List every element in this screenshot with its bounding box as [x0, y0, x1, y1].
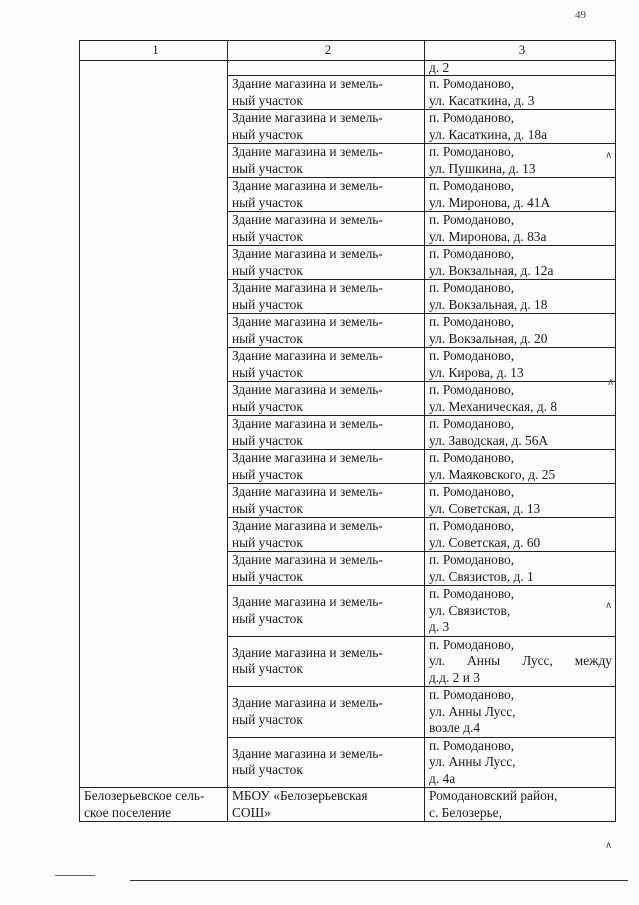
address-cell: [425, 178, 616, 212]
object-name-cell: [228, 178, 425, 212]
address-line: д.д. 2 и 3: [429, 669, 480, 685]
scan-edge-line: [130, 880, 628, 881]
object-name-line: ный участок: [232, 610, 303, 626]
object-name-cell: [228, 484, 425, 518]
object-name-line: Здание магазина и земель-: [232, 110, 383, 125]
settlement-cell-line: Белозерьевское сель-: [84, 788, 205, 803]
address-line: ул. Анны Лусс, между: [429, 653, 612, 668]
address-line: п. Ромоданово,: [429, 178, 515, 193]
settlement-cell-empty: [80, 61, 228, 788]
object-name-cell-line: МБОУ «Белозерьевская: [232, 788, 368, 803]
address-line: ул. Вокзальная, д. 12а: [429, 262, 554, 278]
object-name-cell: [228, 246, 425, 280]
address-line: п. Ромоданово,: [429, 484, 515, 499]
object-name-line: Здание магазина и земель-: [232, 212, 383, 227]
continuation-name-cell: [228, 61, 425, 76]
address-line: п. Ромоданово,: [429, 687, 515, 702]
address-line: ул. Вокзальная, д. 18: [429, 296, 548, 312]
settlement-cell: [80, 788, 228, 822]
object-name-cell: [228, 382, 425, 416]
address-line: ул. Пушкина, д. 13: [429, 160, 536, 176]
object-name-line: ный участок: [232, 330, 303, 346]
address-cell: [425, 687, 616, 738]
object-name-cell-line: СОШ»: [232, 804, 271, 820]
object-name-cell: [228, 144, 425, 178]
object-name-cell: [228, 687, 425, 738]
address-line: ул. Механическая, д. 8: [429, 398, 558, 414]
object-name-cell: [228, 788, 425, 822]
object-name-line: Здание магазина и земель-: [232, 450, 383, 465]
object-name-cell: [228, 737, 425, 788]
address-line: ул. Советская, д. 60: [429, 534, 541, 550]
object-name-cell: [228, 552, 425, 586]
object-name-cell: [228, 314, 425, 348]
settlement-cell-line: ское поселение: [84, 804, 172, 820]
header-col-1: 1: [80, 41, 228, 61]
address-line: ул. Касаткина, д. 18а: [429, 126, 548, 142]
address-cell: [425, 348, 616, 382]
object-name-line: ный участок: [232, 432, 303, 448]
address-cell: [425, 636, 616, 687]
object-name-line: Здание магазина и земель-: [232, 644, 383, 660]
address-line: ул. Маяковского, д. 25: [429, 466, 556, 482]
address-line: п. Ромоданово,: [429, 246, 515, 261]
object-name-line: Здание магазина и земель-: [232, 382, 383, 397]
object-name-cell: [228, 348, 425, 382]
address-line: ул. Миронова, д. 83а: [429, 228, 547, 244]
object-name-line: ный участок: [232, 661, 303, 677]
address-cell: [425, 518, 616, 552]
object-name-cell: [228, 212, 425, 246]
object-name-line: ный участок: [232, 762, 303, 778]
object-name-cell: [228, 110, 425, 144]
object-name-line: Здание магазина и земель-: [232, 348, 383, 363]
address-cell: [425, 586, 616, 637]
address-line: п. Ромоданово,: [429, 212, 515, 227]
object-name-line: ный участок: [232, 364, 303, 380]
address-line: ул. Советская, д. 13: [429, 500, 541, 516]
address-line: ул. Связистов, д. 1: [429, 568, 534, 584]
header-col-3: 3: [425, 41, 616, 61]
address-cell: [425, 144, 616, 178]
address-line: д. 3: [429, 619, 450, 634]
address-cell: [425, 416, 616, 450]
object-name-line: ный участок: [232, 126, 303, 142]
object-name-line: Здание магазина и земель-: [232, 144, 383, 159]
address-line: ул. Миронова, д. 41А: [429, 194, 551, 210]
address-line: п. Ромоданово,: [429, 416, 515, 431]
address-line: п. Ромоданово,: [429, 76, 515, 91]
object-name-line: ный участок: [232, 296, 303, 312]
object-name-line: Здание магазина и земель-: [232, 594, 383, 610]
continuation-address-cell: д. 2: [425, 61, 616, 76]
object-name-line: ный участок: [232, 398, 303, 414]
header-row: [80, 41, 616, 61]
object-name-line: ный участок: [232, 711, 303, 727]
object-name-cell: [228, 636, 425, 687]
object-name-cell: [228, 416, 425, 450]
scan-mark: ∧: [607, 377, 615, 388]
table-row: [80, 788, 616, 822]
address-line: ул. Касаткина, д. 3: [429, 92, 535, 108]
object-name-line: ный участок: [232, 568, 303, 584]
address-cell: [425, 280, 616, 314]
address-line: п. Ромоданово,: [429, 518, 515, 533]
address-line: п. Ромоданово,: [429, 314, 515, 329]
object-name-line: Здание магазина и земель-: [232, 695, 383, 711]
address-cell-line: Ромодановский район,: [429, 788, 558, 803]
object-name-line: Здание магазина и земель-: [232, 518, 383, 533]
object-name-line: Здание магазина и земель-: [232, 76, 383, 91]
address-cell: [425, 76, 616, 110]
object-name-line: Здание магазина и земель-: [232, 552, 383, 567]
property-table: [79, 40, 616, 822]
object-name-line: Здание магазина и земель-: [232, 178, 383, 193]
object-name-line: Здание магазина и земель-: [232, 416, 383, 431]
address-line: ул. Вокзальная, д. 20: [429, 330, 548, 346]
address-cell: [425, 737, 616, 788]
object-name-cell: [228, 280, 425, 314]
object-name-line: Здание магазина и земель-: [232, 280, 383, 295]
object-name-line: ный участок: [232, 262, 303, 278]
address-line: д. 4а: [429, 770, 456, 786]
address-line: п. Ромоданово,: [429, 110, 515, 125]
address-cell: [425, 552, 616, 586]
address-line: ул. Заводская, д. 56А: [429, 432, 549, 448]
address-cell: [425, 788, 616, 822]
object-name-cell: [228, 450, 425, 484]
address-cell: [425, 212, 616, 246]
page-number: 49: [575, 9, 586, 21]
address-line: ул. Кирова, д. 13: [429, 364, 524, 380]
address-line: п. Ромоданово,: [429, 552, 515, 567]
scan-mark: ∧: [605, 600, 613, 611]
scan-mark: ∧: [605, 150, 613, 161]
continuation-row: [80, 61, 616, 76]
address-cell: [425, 382, 616, 416]
address-cell: [425, 110, 616, 144]
object-name-cell: [228, 518, 425, 552]
scan-mark: ∧: [605, 840, 613, 851]
address-line: ул. Связистов,: [429, 602, 511, 618]
address-line: п. Ромоданово,: [429, 450, 515, 465]
object-name-line: Здание магазина и земель-: [232, 246, 383, 261]
address-line: п. Ромоданово,: [429, 636, 515, 652]
object-name-line: ный участок: [232, 466, 303, 482]
address-cell-line: с. Белозерье,: [429, 804, 502, 820]
object-name-line: ный участок: [232, 194, 303, 210]
address-cell: [425, 314, 616, 348]
object-name-line: Здание магазина и земель-: [232, 314, 383, 329]
address-line: п. Ромоданово,: [429, 737, 515, 753]
address-cell: [425, 246, 616, 280]
object-name-cell: [228, 76, 425, 110]
object-name-line: ный участок: [232, 92, 303, 108]
address-line: п. Ромоданово,: [429, 382, 515, 397]
address-line: ул. Анны Лусс,: [429, 703, 516, 719]
address-line: п. Ромоданово,: [429, 348, 515, 363]
address-cell: [425, 450, 616, 484]
object-name-line: ный участок: [232, 500, 303, 516]
address-line: п. Ромоданово,: [429, 280, 515, 295]
address-line: возле д.4: [429, 720, 481, 735]
object-name-line: Здание магазина и земель-: [232, 745, 383, 761]
address-line: п. Ромоданово,: [429, 144, 515, 159]
object-name-line: ный участок: [232, 534, 303, 550]
object-name-line: ный участок: [232, 160, 303, 176]
object-name-line: Здание магазина и земель-: [232, 484, 383, 499]
object-name-line: ный участок: [232, 228, 303, 244]
object-name-cell: [228, 586, 425, 637]
address-line: ул. Анны Лусс,: [429, 754, 516, 769]
address-cell: [425, 484, 616, 518]
scan-edge-line: [55, 875, 95, 876]
header-col-2: 2: [228, 41, 425, 61]
address-line: п. Ромоданово,: [429, 586, 515, 601]
